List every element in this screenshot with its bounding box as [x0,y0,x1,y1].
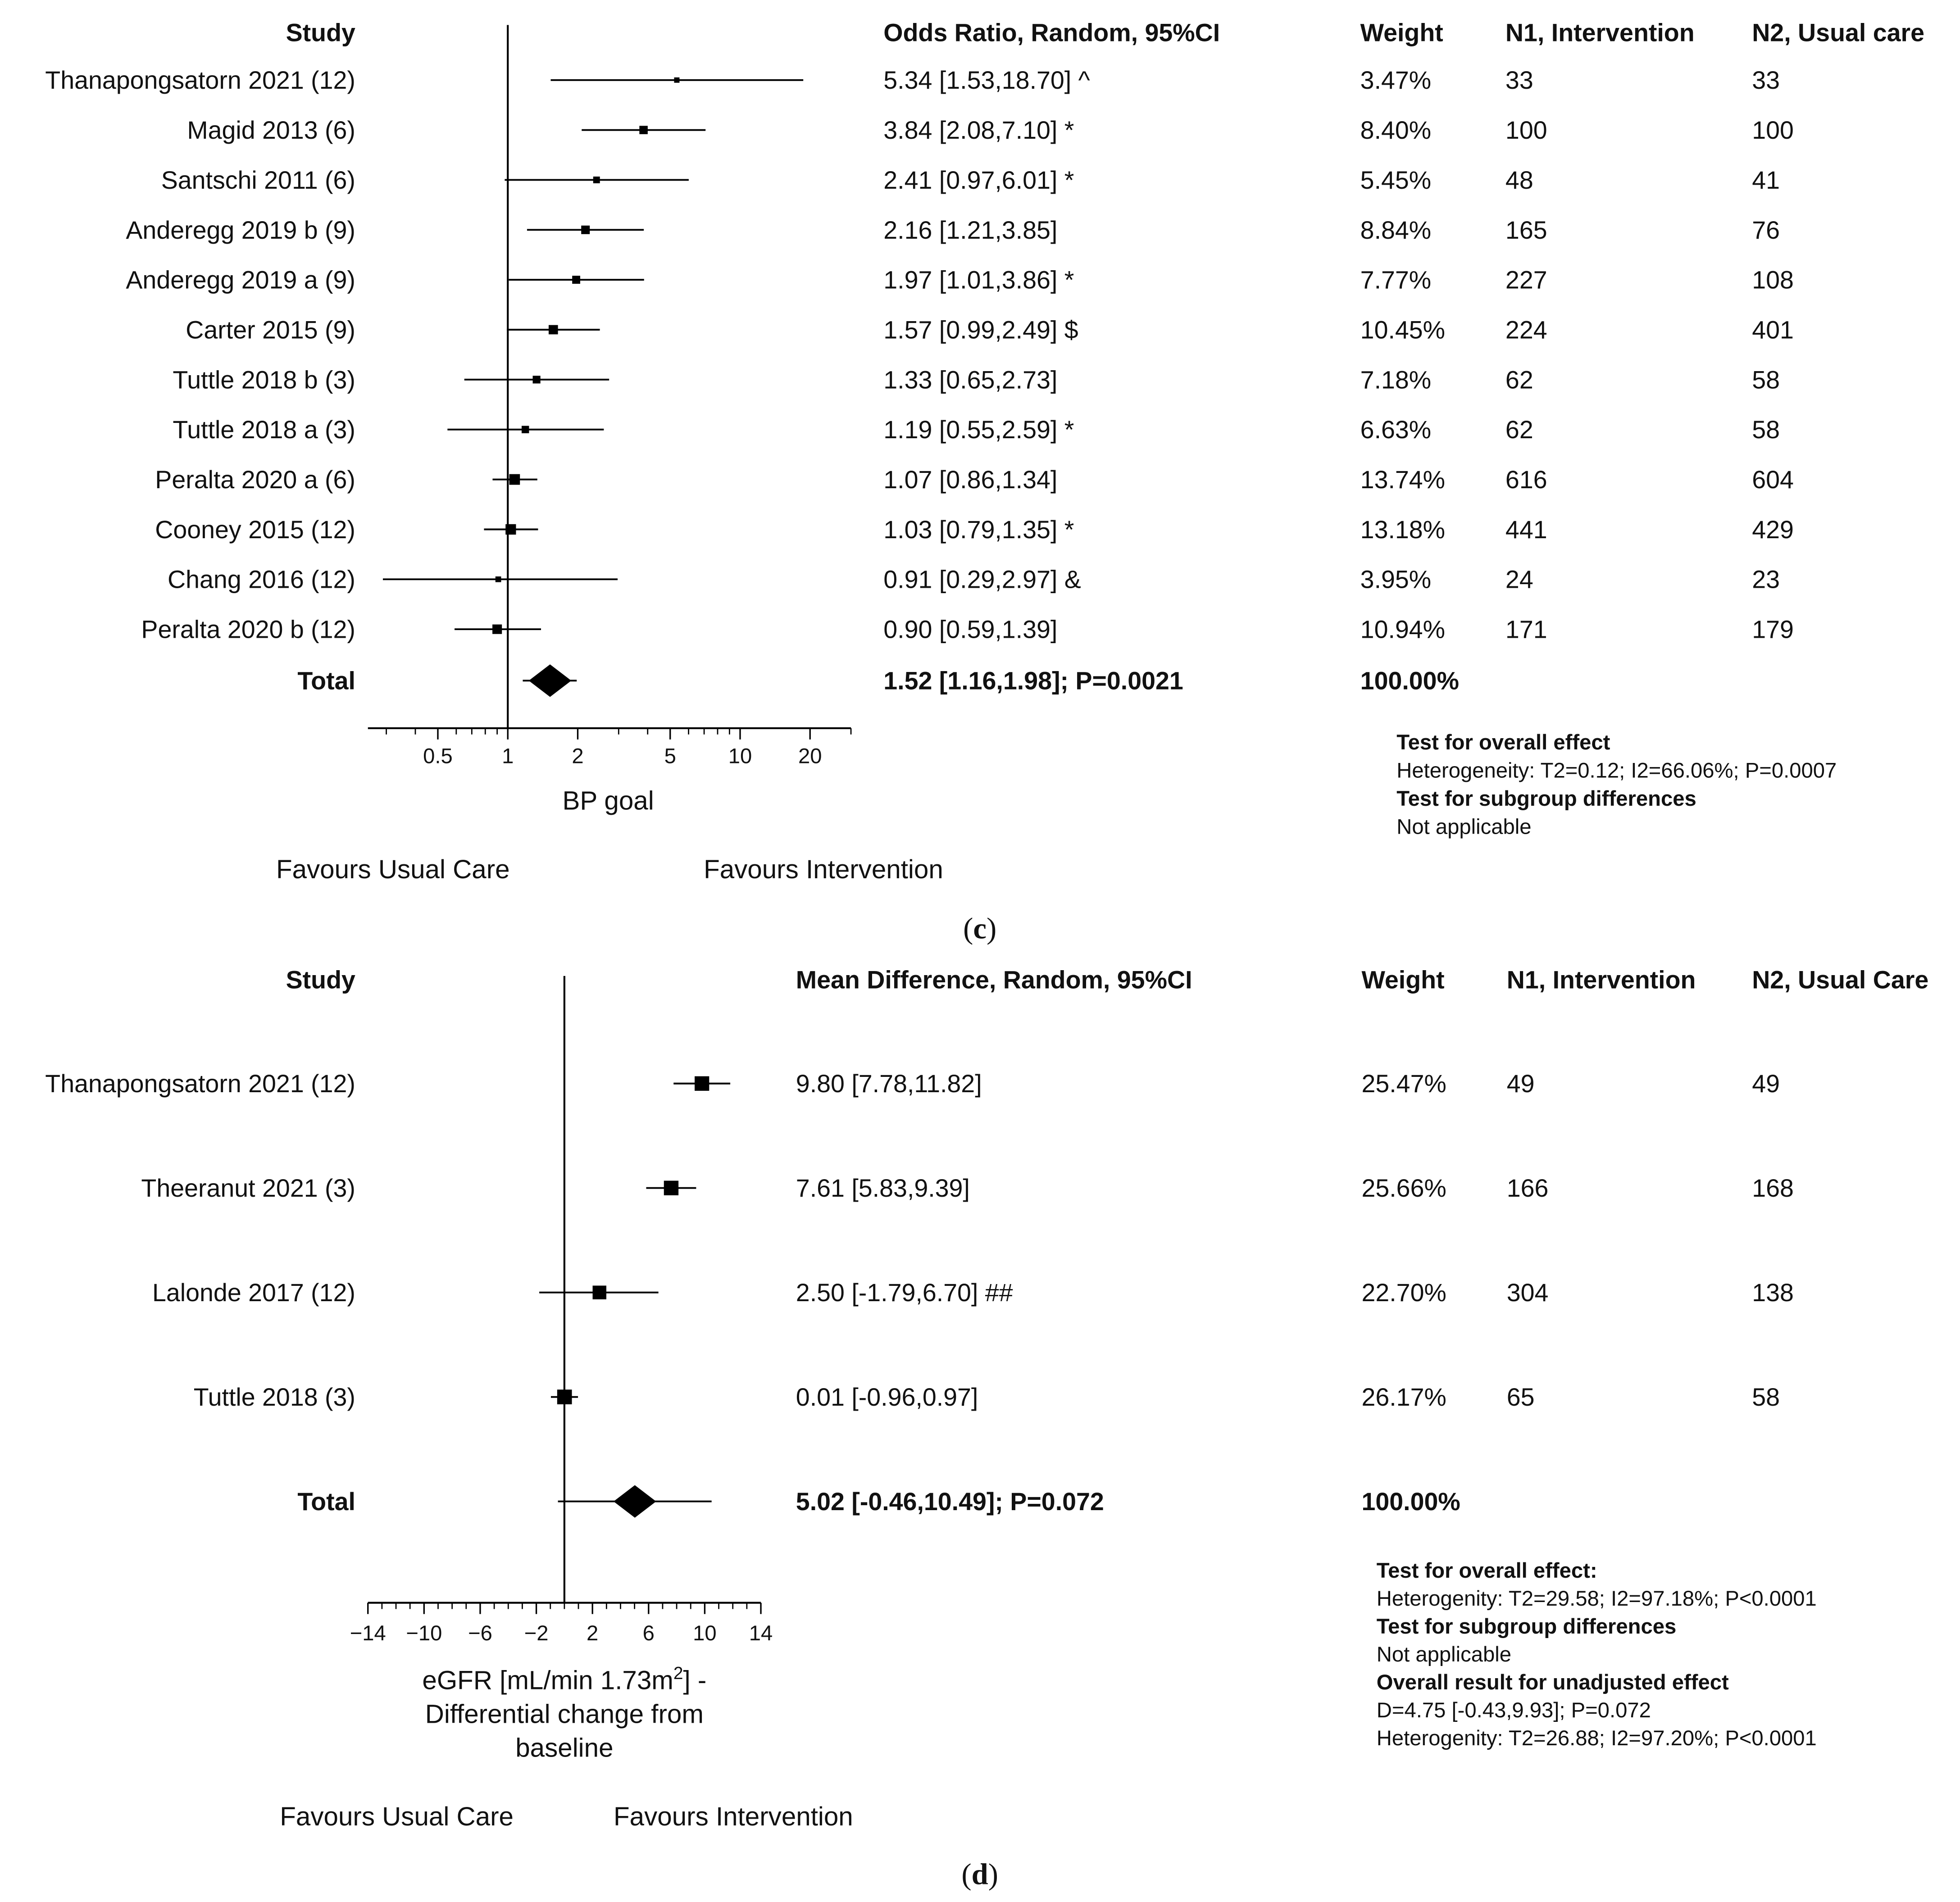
favours-right-label: Favours Intervention [614,1802,853,1832]
study-n2: 604 [1752,465,1794,494]
x-axis-label-line-1: eGFR [mL/min $1.73m^2$] - [422,1664,707,1695]
total-label: Total [297,1488,355,1516]
study-n2: 429 [1752,515,1794,544]
study-effect-text: 1.57 [0.99,2.49] $ [883,316,1078,344]
study-effect-text: 1.07 [0.86,1.34] [883,465,1058,494]
study-name: Cooney 2015 (12) [155,515,355,544]
study-n1: 48 [1505,166,1533,194]
study-weight: 13.18% [1360,515,1446,544]
x-axis-label-line-2: Differential change from [425,1699,704,1729]
note-text: Not applicable [1376,1642,1512,1666]
note-text: Not applicable [1396,815,1532,839]
x-tick-label: 2 [572,744,584,768]
study-name: Chang 2016 (12) [168,565,355,594]
study-n2: 58 [1752,1383,1780,1412]
study-n2: 33 [1752,66,1780,95]
study-weight: 5.45% [1360,166,1432,194]
plot-area [368,25,851,768]
study-n2: 76 [1752,216,1780,244]
study-weight: 25.47% [1361,1070,1446,1098]
study-n1: 33 [1505,66,1533,95]
notes-block [1396,731,1837,839]
x-tick-label: −10 [406,1621,442,1645]
favours-right-label: Favours Intervention [704,855,943,885]
x-tick-label: 1 [502,744,514,768]
point-estimate-marker [496,577,501,582]
study-name: Santschi 2011 (6) [161,166,355,194]
panel-label-d: (d) [961,1858,998,1891]
note-heading: Overall result for unadjusted effect [1376,1670,1729,1694]
study-rows [45,66,1794,695]
x-tick-label: 10 [728,744,752,768]
study-n2: 108 [1752,266,1794,294]
header-n1: N1, Intervention [1506,966,1696,994]
point-estimate-marker [572,276,580,284]
study-effect-text: 2.50 [-1.79,6.70] ## [796,1279,1013,1307]
study-n2: 58 [1752,366,1780,394]
study-n1: 24 [1505,565,1533,594]
study-name: Carter 2015 (9) [186,316,355,344]
x-axis-label: BP goal [562,786,654,816]
note-heading: Test for subgroup differences [1376,1614,1677,1639]
x-axis-label-line-3: baseline [515,1733,614,1763]
study-name: Magid 2013 (6) [187,116,355,145]
study-n2: 58 [1752,416,1780,444]
point-estimate-marker [522,426,529,433]
study-n2: 23 [1752,565,1780,594]
x-tick-label: 0.5 [423,744,453,768]
study-n1: 616 [1505,465,1547,494]
study-weight: 10.94% [1360,615,1446,644]
note-text: Heterogeneity: T2=0.12; I2=66.06%; P=0.0007 [1396,758,1837,783]
study-effect-text: 5.34 [1.53,18.70] ^ [883,66,1090,95]
x-tick-label: 20 [798,744,822,768]
header-study: Study [286,966,355,994]
study-n1: 62 [1505,366,1533,394]
total-diamond [614,1485,656,1517]
study-n1: 165 [1505,216,1547,244]
study-name: Thanapongsatorn 2021 (12) [45,1070,355,1098]
study-n2: 401 [1752,316,1794,344]
header-effect: Odds Ratio, Random, 95%CI [883,18,1220,47]
point-estimate-marker [492,624,502,634]
study-n2: 41 [1752,166,1780,194]
x-axis-label-superscript: 2 [673,1664,683,1684]
study-effect-text: 0.90 [0.59,1.39] [883,615,1058,644]
study-rows [45,1070,1794,1516]
study-effect-text: 9.80 [7.78,11.82] [796,1070,982,1098]
study-effect-text: 1.03 [0.79,1.35] * [883,515,1074,544]
x-tick-label: 6 [642,1621,655,1645]
study-n1: 166 [1506,1174,1549,1203]
study-n2: 138 [1752,1279,1794,1307]
study-n1: 224 [1505,316,1547,344]
study-n1: 49 [1506,1070,1535,1098]
header-n1: N1, Intervention [1505,18,1695,47]
study-weight: 25.66% [1361,1174,1446,1203]
panel-c [45,19,1924,945]
x-tick-label: 2 [587,1621,599,1645]
study-weight: 7.77% [1360,266,1432,294]
study-weight: 8.84% [1360,216,1432,244]
point-estimate-marker [549,325,558,335]
header-weight: Weight [1360,18,1443,47]
point-estimate-marker [505,524,516,535]
panel-label-c: (c) [963,912,997,945]
x-tick-label: −14 [350,1621,386,1645]
header-study: Study [286,18,355,47]
study-n1: 171 [1505,615,1547,644]
study-name: Anderegg 2019 b (9) [126,216,355,244]
total-weight: 100.00% [1360,667,1459,695]
study-effect-text: 1.97 [1.01,3.86] * [883,266,1074,294]
study-effect-text: 7.61 [5.83,9.39] [796,1174,970,1203]
header-n2: N2, Usual care [1752,18,1925,47]
note-heading: Test for overall effect [1396,731,1610,755]
study-effect-text: 0.91 [0.29,2.97] & [883,565,1081,594]
header-n2: N2, Usual Care [1752,966,1929,994]
study-name: Theeranut 2021 (3) [141,1174,355,1203]
total-effect-text: 1.52 [1.16,1.98]; P=0.0021 [883,667,1183,695]
point-estimate-marker [533,376,541,383]
study-n2: 100 [1752,116,1794,145]
total-weight: 100.00% [1361,1488,1460,1516]
study-weight: 10.45% [1360,316,1446,344]
study-weight: 26.17% [1361,1383,1446,1412]
total-effect-text: 5.02 [-0.46,10.49]; P=0.072 [796,1488,1104,1516]
total-diamond [529,664,571,697]
panel-d [45,966,1928,1891]
study-weight: 13.74% [1360,465,1446,494]
study-n1: 62 [1505,416,1533,444]
note-text: Heterogenity: T2=29.58; I2=97.18%; P<0.0001 [1376,1587,1817,1611]
x-tick-label: 5 [664,744,676,768]
study-name: Tuttle 2018 (3) [193,1383,355,1412]
study-effect-text: 0.01 [-0.96,0.97] [796,1383,978,1412]
study-weight: 3.47% [1360,66,1432,95]
study-weight: 3.95% [1360,565,1432,594]
point-estimate-marker [664,1181,678,1195]
x-tick-label: 14 [749,1621,773,1645]
study-n2: 49 [1752,1070,1780,1098]
study-effect-text: 1.19 [0.55,2.59] * [883,416,1074,444]
favours-left-label: Favours Usual Care [280,1802,514,1832]
study-weight: 7.18% [1360,366,1432,394]
study-name: Thanapongsatorn 2021 (12) [45,66,355,95]
study-n1: 441 [1505,515,1547,544]
study-effect-text: 3.84 [2.08,7.10] * [883,116,1074,145]
study-name: Tuttle 2018 b (3) [173,366,355,394]
study-n1: 65 [1506,1383,1535,1412]
study-weight: 8.40% [1360,116,1432,145]
note-text: Heterogenity: T2=26.88; I2=97.20%; P<0.0001 [1376,1726,1817,1750]
header-weight: Weight [1361,966,1445,994]
note-heading: Test for subgroup differences [1396,787,1696,811]
study-effect-text: 2.41 [0.97,6.01] * [883,166,1074,194]
study-name: Anderegg 2019 a (9) [126,266,355,294]
x-tick-label: −2 [524,1621,549,1645]
study-weight: 22.70% [1361,1279,1446,1307]
favours-left-label: Favours Usual Care [276,855,510,885]
notes-block [1377,1559,1817,1750]
plot-area [350,976,773,1645]
study-effect-text: 1.33 [0.65,2.73] [883,366,1058,394]
x-tick-label: −6 [468,1621,492,1645]
point-estimate-marker [639,126,648,134]
note-text: D=4.75 [-0.43,9.93]; P=0.072 [1376,1698,1651,1722]
point-estimate-marker [674,77,680,83]
study-n2: 179 [1752,615,1794,644]
study-n2: 168 [1752,1174,1794,1203]
study-weight: 6.63% [1360,416,1432,444]
study-effect-text: 2.16 [1.21,3.85] [883,216,1058,244]
point-estimate-marker [593,177,600,183]
point-estimate-marker [557,1389,572,1404]
study-n1: 100 [1505,116,1547,145]
total-label: Total [297,667,355,695]
study-name: Peralta 2020 a (6) [155,465,355,494]
header-effect: Mean Difference, Random, 95%CI [796,966,1192,994]
note-heading: Test for overall effect: [1376,1559,1597,1583]
study-name: Tuttle 2018 a (3) [173,416,355,444]
study-name: Peralta 2020 b (12) [141,615,355,644]
point-estimate-marker [581,226,590,234]
point-estimate-marker [695,1076,709,1091]
point-estimate-marker [593,1285,606,1299]
x-tick-label: 10 [693,1621,717,1645]
study-n1: 227 [1505,266,1547,294]
study-name: Lalonde 2017 (12) [152,1279,355,1307]
point-estimate-marker [509,474,520,485]
study-n1: 304 [1506,1279,1549,1307]
